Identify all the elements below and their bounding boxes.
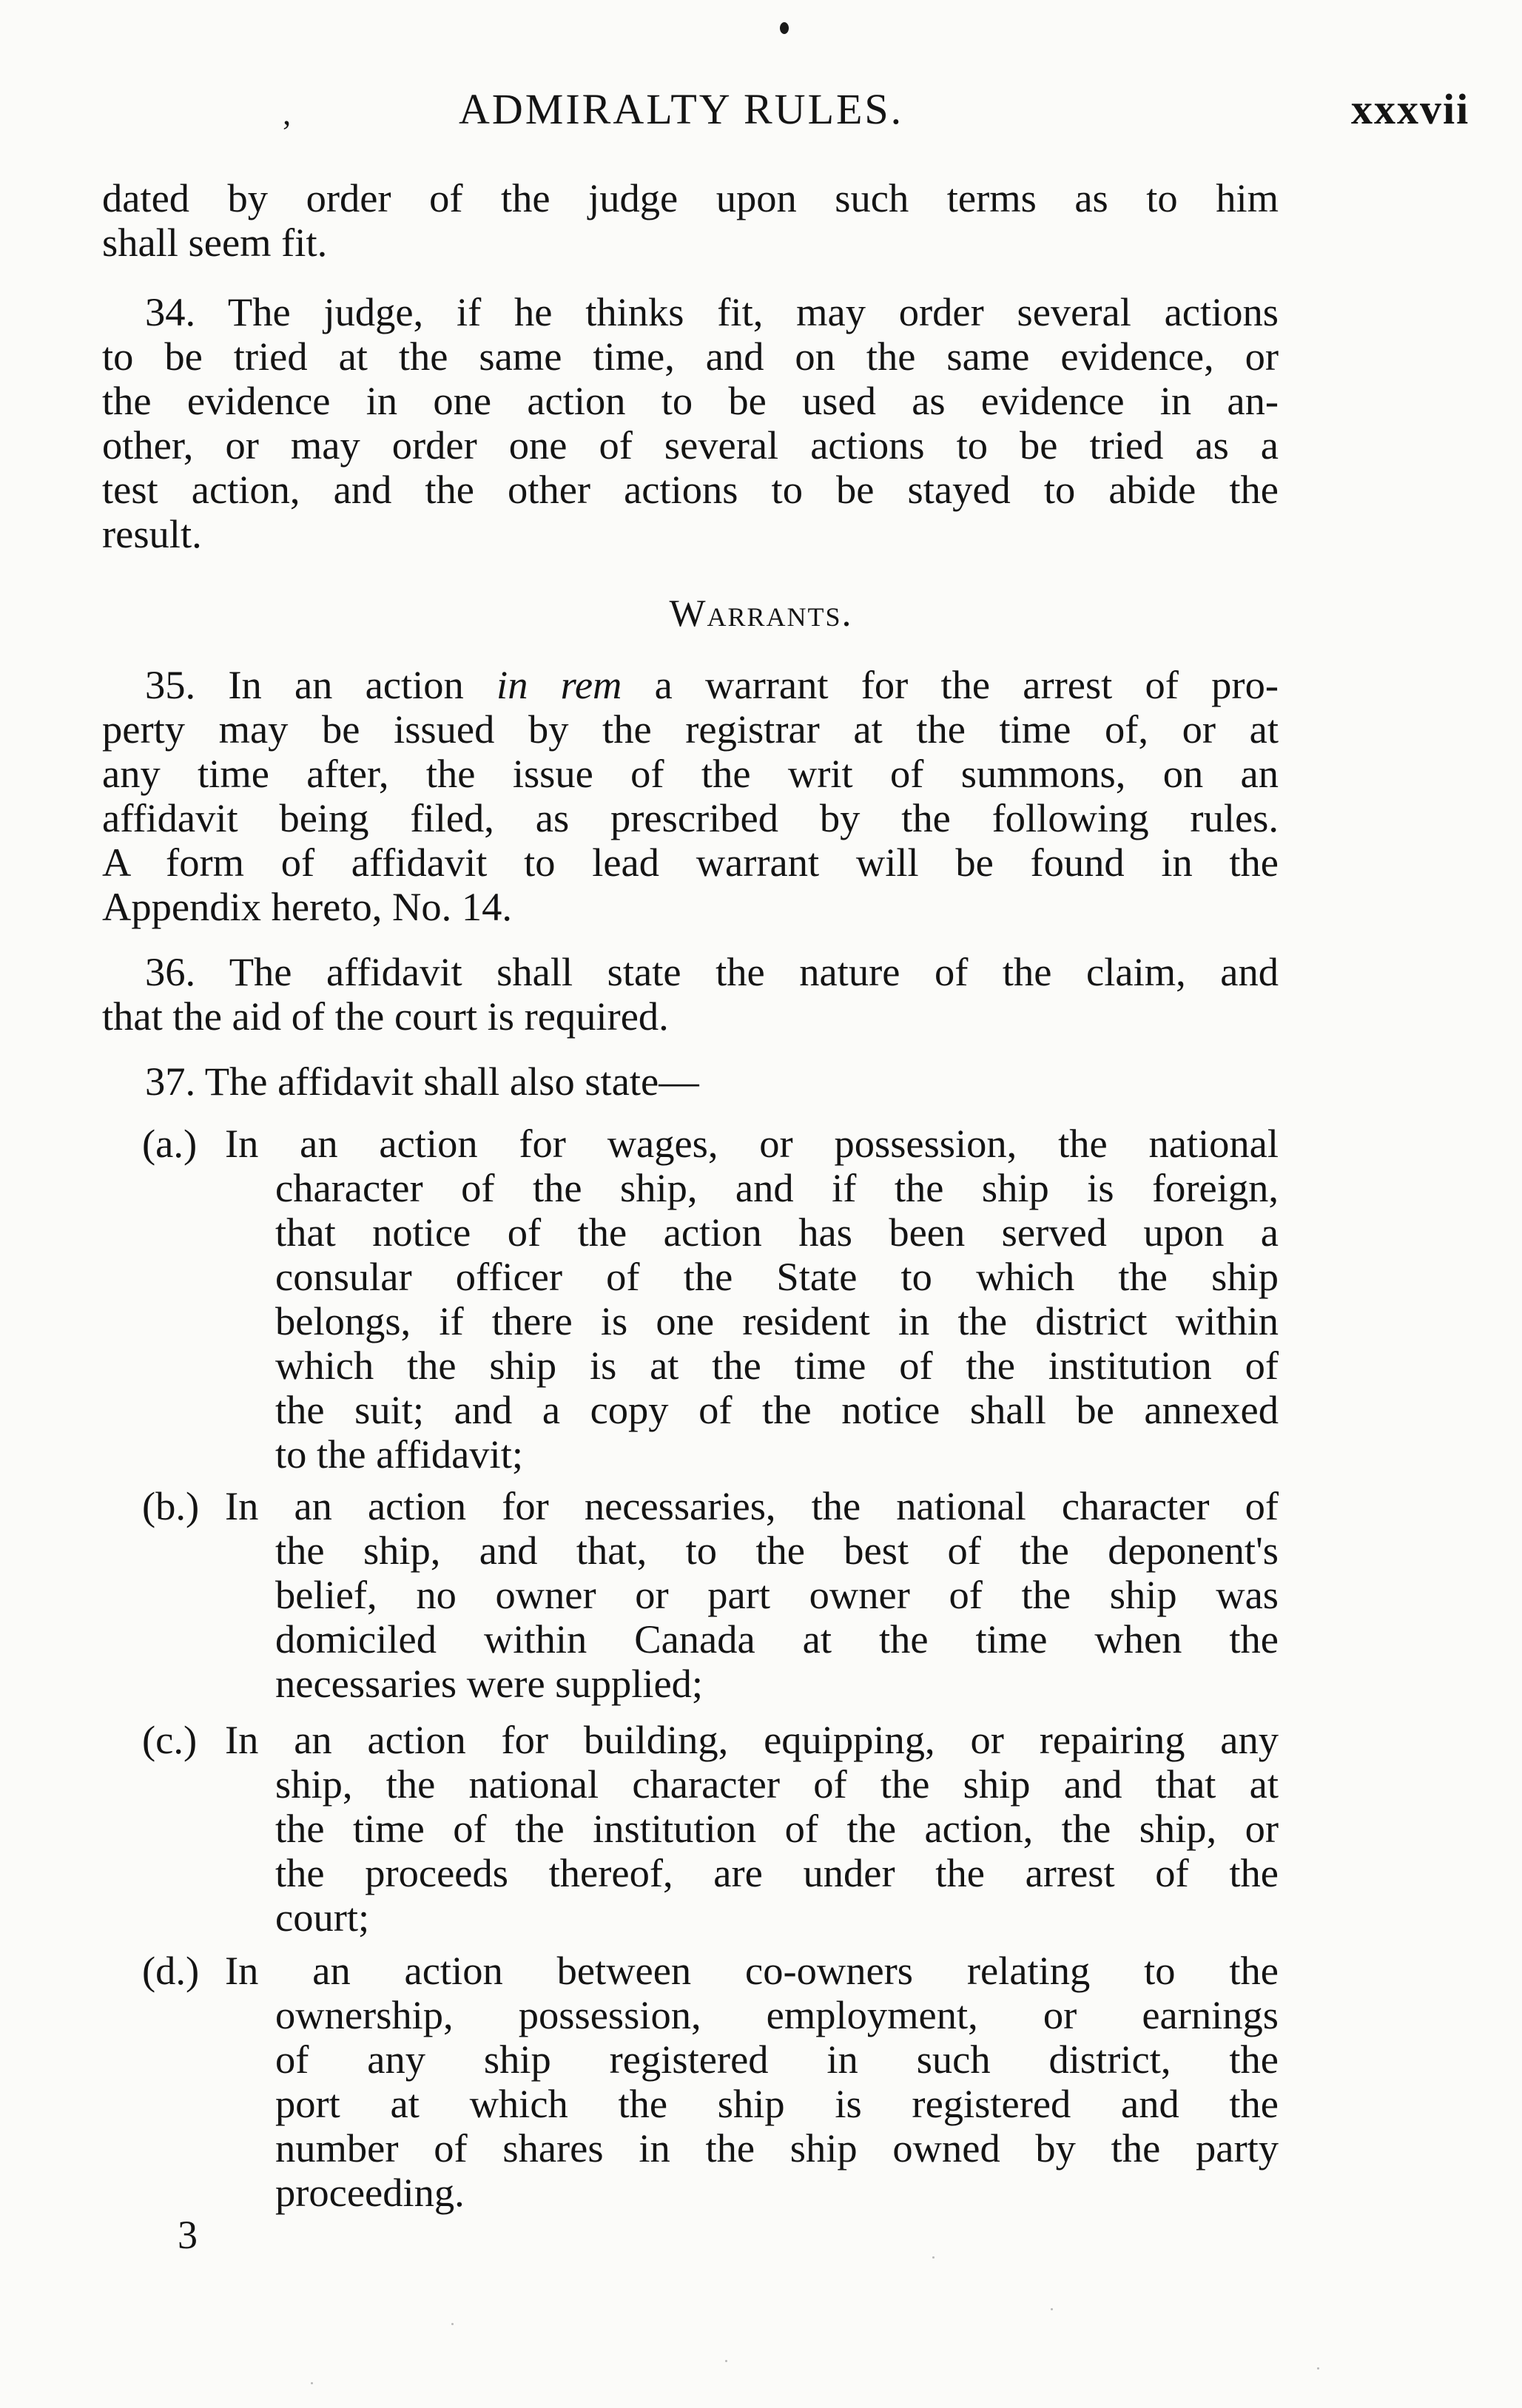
text-line: to be tried at the same time, and on the same evidence, or xyxy=(102,334,1279,379)
running-head-title: ADMIRALTY RULES. xyxy=(459,85,904,133)
text-line xyxy=(102,663,1279,707)
text-line xyxy=(102,1949,1279,1993)
text-line xyxy=(102,1484,1279,1528)
text-line: court; xyxy=(275,1895,370,1940)
rule-35-lead: 35. In an action xyxy=(145,662,497,707)
text-line: ownership, possession, employment, or earnings xyxy=(275,1992,1279,2037)
text-line: shall seem fit. xyxy=(102,220,328,265)
rule-37-item-b xyxy=(102,1484,1279,1706)
text-line: to the affidavit; xyxy=(275,1431,523,1477)
text-line: any time after, the issue of the writ of summons, on an xyxy=(102,751,1279,796)
text-line: ship, the national character of the ship and that at xyxy=(275,1761,1279,1807)
text-line: the suit; and a copy of the notice shall be annexed xyxy=(275,1387,1279,1432)
latin-term: in rem xyxy=(496,662,622,707)
running-head-mark: ‚ xyxy=(281,95,292,132)
section-heading-warrants xyxy=(0,592,1522,635)
text-line: domiciled within Canada at the time when the xyxy=(275,1616,1279,1662)
paragraph-continuation xyxy=(102,176,1279,265)
paper-speck xyxy=(1317,2367,1319,2370)
text-line: the ship, and that, to the best of the deponent's xyxy=(275,1528,1279,1573)
paper-speck xyxy=(932,2256,935,2259)
text-line: 37. The affidavit shall also state— xyxy=(145,1059,699,1104)
rule-37-item-d xyxy=(102,1949,1279,2215)
text-line: that notice of the action has been served upon a xyxy=(275,1210,1279,1255)
text-line: A form of affidavit to lead warrant will be found in the xyxy=(102,840,1279,885)
rule-37 xyxy=(102,1059,1279,1104)
text-line: which the ship is at the time of the institution of xyxy=(275,1343,1279,1388)
text-line: that the aid of the court is required. xyxy=(102,994,669,1039)
rule-37-item-a xyxy=(102,1122,1279,1477)
text-line: consular officer of the State to which the ship xyxy=(275,1254,1279,1299)
running-head xyxy=(0,80,1522,139)
item-label: (c.) xyxy=(142,1717,198,1762)
text-line: number of shares in the ship owned by the party xyxy=(275,2125,1279,2171)
top-ink-dot xyxy=(780,22,789,34)
text-line: belongs, if there is one resident in the district within xyxy=(275,1298,1279,1343)
rule-37-item-c xyxy=(102,1718,1279,1940)
text-line: the time of the institution of the action, the ship, or xyxy=(275,1806,1279,1851)
text-line: test action, and the other actions to be stayed to abide the xyxy=(102,467,1279,512)
rule-34 xyxy=(102,290,1279,556)
text-line: perty may be issued by the registrar at the time of, or at xyxy=(102,706,1279,752)
text-line: dated by order of the judge upon such terms as to him xyxy=(102,175,1279,220)
item-text: In an action for necessaries, the national character of xyxy=(225,1483,1279,1528)
text-line: affidavit being filed, as prescribed by the following rules. xyxy=(102,795,1279,840)
text-line: the evidence in one action to be used as evidence in an- xyxy=(102,378,1279,423)
text-line: the proceeds thereof, are under the arrest of the xyxy=(275,1850,1279,1895)
text-line: result. xyxy=(102,511,202,556)
item-text: In an action between co-owners relating to the xyxy=(225,1948,1279,1993)
text-line xyxy=(102,1122,1279,1166)
paper-speck xyxy=(1051,2308,1053,2310)
section-heading-text: Warrants. xyxy=(669,593,853,635)
text-line: belief, no owner or part owner of the ship was xyxy=(275,1572,1279,1617)
paper-speck xyxy=(451,2323,454,2325)
item-text: In an action for wages, or possession, the national xyxy=(225,1121,1279,1166)
text-line: necessaries were supplied; xyxy=(275,1661,704,1706)
signature-mark: 3 xyxy=(178,2213,198,2257)
item-label: (b.) xyxy=(142,1483,200,1528)
text-line: proceeding. xyxy=(275,2170,465,2215)
paper-speck xyxy=(311,2382,313,2384)
text-line: 34. The judge, if he thinks fit, may order several actions xyxy=(145,289,1279,334)
rule-35 xyxy=(102,663,1279,929)
rule-36 xyxy=(102,950,1279,1039)
text-line: of any ship registered in such district, the xyxy=(275,2037,1279,2082)
text-line xyxy=(102,1718,1279,1762)
text-line: port at which the ship is registered and the xyxy=(275,2081,1279,2126)
text-line: other, or may order one of several actions to be tried as a xyxy=(102,422,1279,468)
text-line: 36. The affidavit shall state the nature of the claim, and xyxy=(145,949,1279,994)
page-folio: xxxvii xyxy=(1351,85,1470,133)
item-label: (d.) xyxy=(142,1948,200,1993)
text-line: Appendix hereto, No. 14. xyxy=(102,884,512,929)
item-label: (a.) xyxy=(142,1121,198,1166)
paper-speck xyxy=(725,2360,727,2362)
text-line: character of the ship, and if the ship is foreign, xyxy=(275,1165,1279,1210)
item-text: In an action for building, equipping, or repairing any xyxy=(225,1717,1279,1762)
rule-35-rest: a warrant for the arrest of pro- xyxy=(622,662,1279,707)
